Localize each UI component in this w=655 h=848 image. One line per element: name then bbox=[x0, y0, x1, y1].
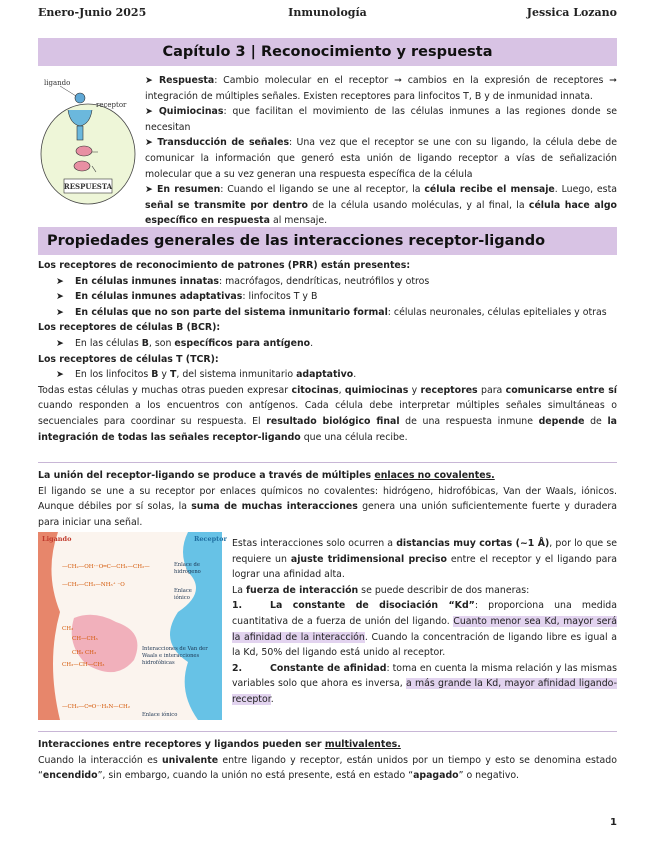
label-receptor: Receptor bbox=[194, 535, 227, 543]
svg-text:CH₃—CH—CH₃: CH₃—CH—CH₃ bbox=[62, 662, 105, 668]
page-header bbox=[38, 6, 617, 22]
header-author: Jessica Lozano bbox=[526, 6, 617, 19]
svg-text:CH—CH₃: CH—CH₃ bbox=[72, 636, 98, 642]
header-subject: Inmunología bbox=[288, 6, 367, 19]
svg-text:Interacciones de Van der: Interacciones de Van der bbox=[142, 646, 208, 652]
multivalent-heading: Interacciones entre receptores y ligandos pueden ser multivalentes. bbox=[38, 739, 401, 750]
svg-text:—CH₂—C═O···H₂N—CH₂: —CH₂—C═O···H₂N—CH₂ bbox=[62, 704, 131, 710]
label-ligando: Ligando bbox=[42, 535, 72, 543]
diagram-label-ligand: ligando bbox=[44, 79, 71, 87]
divider bbox=[38, 462, 617, 463]
bullet-respuesta: ➤ Respuesta: Cambio molecular en el receptor ➞ cambios en la expresión de receptores ➞ integración de múltiples señales. Existen receptores para linfocitos T, B y de inmunidad innata. bbox=[145, 75, 618, 102]
svg-text:CH₂: CH₂ bbox=[62, 626, 74, 632]
multivalent-paragraph: Cuando la interacción es univalente entre ligando y receptor, están unidos por un tiempo y esto se denomina estado “encendido”, sin embargo, cuando la unión no está presente, está en estado “apagado” o negativo. bbox=[38, 754, 617, 782]
tcr-heading: Los receptores de células T (TCR): bbox=[38, 353, 219, 365]
diagram-label-response: RESPUESTA bbox=[63, 182, 113, 191]
svg-text:Enlace de: Enlace de bbox=[174, 562, 200, 568]
svg-text:iónico: iónico bbox=[174, 595, 190, 601]
chapter-title: Capítulo 3 | Reconocimiento y respuesta bbox=[162, 44, 493, 60]
svg-text:—CH₂—CH₂—NH₃⁺ ⁻O: —CH₂—CH₂—NH₃⁺ ⁻O bbox=[62, 582, 125, 588]
union-heading: La unión del receptor-ligando se produce a través de múltiples enlaces no covalentes. bbox=[38, 470, 495, 481]
union-paragraph: El ligando se une a su receptor por enlaces químicos no covalentes: hidrógeno, hidrofóbicas, Van der Waals, iónicos. Aunque débiles por sí solas, la suma de muchas interacciones genera una unión suficientemente fuerte y duradera para iniciar una señal. bbox=[38, 485, 617, 528]
header-date: Enero-Junio 2025 bbox=[38, 6, 147, 19]
page-number: 1 bbox=[610, 817, 617, 828]
diagram-label-receptor: receptor bbox=[96, 101, 127, 109]
intro-bullets bbox=[145, 73, 617, 229]
divider bbox=[38, 731, 617, 732]
distance-paragraph: Estas interacciones solo ocurren a distancias muy cortas (~1 Å), por lo que se requiere un ajuste tridimensional preciso entre el receptor y el ligando para lograr una afinidad alta. bbox=[232, 538, 617, 581]
affinity-section bbox=[232, 536, 617, 708]
svg-text:CH₃ CH₃: CH₃ CH₃ bbox=[72, 650, 97, 656]
tcr-item: ➤ En los linfocitos B y T, del sistema inmunitario adaptativo. bbox=[56, 369, 357, 381]
multivalent-section bbox=[38, 737, 617, 784]
prr-item: ➤ En células inmunes adaptativas: linfocitos T y B bbox=[56, 291, 318, 303]
prr-item: ➤ En células inmunes innatas: macrófagos, dendríticas, neutrófilos y otros bbox=[56, 275, 430, 287]
svg-text:Enlace iónico: Enlace iónico bbox=[142, 712, 178, 718]
section-title-band bbox=[38, 227, 617, 255]
prr-item: ➤ En células que no son parte del sistema inmunitario formal: células neuronales, células epiteliales y otras bbox=[56, 306, 607, 318]
union-section bbox=[38, 468, 617, 530]
prr-heading: Los receptores de reconocimiento de patrones (PRR) están presentes: bbox=[38, 260, 411, 271]
integration-paragraph: Todas estas células y muchas otras pueden expresar citocinas, quimiocinas y receptores para comunicarse entre sí cuando responden a los encuentros con antígenos. Cada célula debe interpretar múltiples señales simultáneas o secuenciales para coordinar su respuesta. El resultado biológico final de una respuesta inmune depende de la integración de todas las señales receptor-ligando que una célula recibe. bbox=[38, 384, 617, 443]
receptor-cell-diagram bbox=[38, 76, 138, 208]
bullet-resumen: ➤ En resumen: Cuando el ligando se une al receptor, la célula recibe el mensaje. Luego, esta señal se transmite por dentro de la célula usando moléculas, y al final, la célula hace algo específico en respuesta al mensaje. bbox=[145, 184, 617, 227]
svg-text:Enlace: Enlace bbox=[174, 588, 192, 594]
bullet-transduccion: ➤ Transducción de señales: Una vez que el receptor se une con su ligando, la célula debe de comunicar la información que generó esta unión de ligando receptor a vías de señalización molecular que a su vez generan una respuesta específica de la célula bbox=[145, 137, 617, 180]
svg-text:Waals e interacciones: Waals e interacciones bbox=[142, 653, 200, 659]
bcr-heading: Los receptores de células B (BCR): bbox=[38, 322, 221, 334]
receptor-lists bbox=[38, 258, 617, 445]
label-enlace-h: hidrógeno bbox=[174, 569, 201, 575]
chapter-title-band bbox=[38, 38, 617, 66]
svg-text:—CH₂—OH···O═C—CH₂—CH₂—: —CH₂—OH···O═C—CH₂—CH₂— bbox=[62, 564, 150, 570]
ka-item: 2. Constante de afinidad: toma en cuenta la misma relación y las mismas variables solo que ahora es inversa, a más grande la Kd, mayor afinidad ligando-receptor. bbox=[232, 662, 617, 705]
svg-text:hidrofóbicas: hidrofóbicas bbox=[142, 660, 175, 666]
bullet-quimiocinas: ➤ Quimiocinas: que facilitan el movimiento de las células inmunes a las regiones donde se necesitan bbox=[145, 106, 617, 133]
kd-item: 1. La constante de disociación “Kd”: proporciona una medida cuantitativa de a fuerza de unión del ligando. Cuanto menor sea Kd, mayor será la afinidad de la interacción. Cuando la concentración de ligando libre es igual a la Kd, 50% del ligando está unido al receptor. bbox=[232, 600, 618, 659]
section-title: Propiedades generales de las interacciones receptor-ligando bbox=[47, 233, 546, 249]
bcr-item: ➤ En las células B, son específicos para antígeno. bbox=[56, 337, 314, 349]
noncovalent-bonds-diagram bbox=[38, 532, 227, 720]
force-intro: La fuerza de interacción se puede describir de dos maneras: bbox=[232, 584, 530, 596]
